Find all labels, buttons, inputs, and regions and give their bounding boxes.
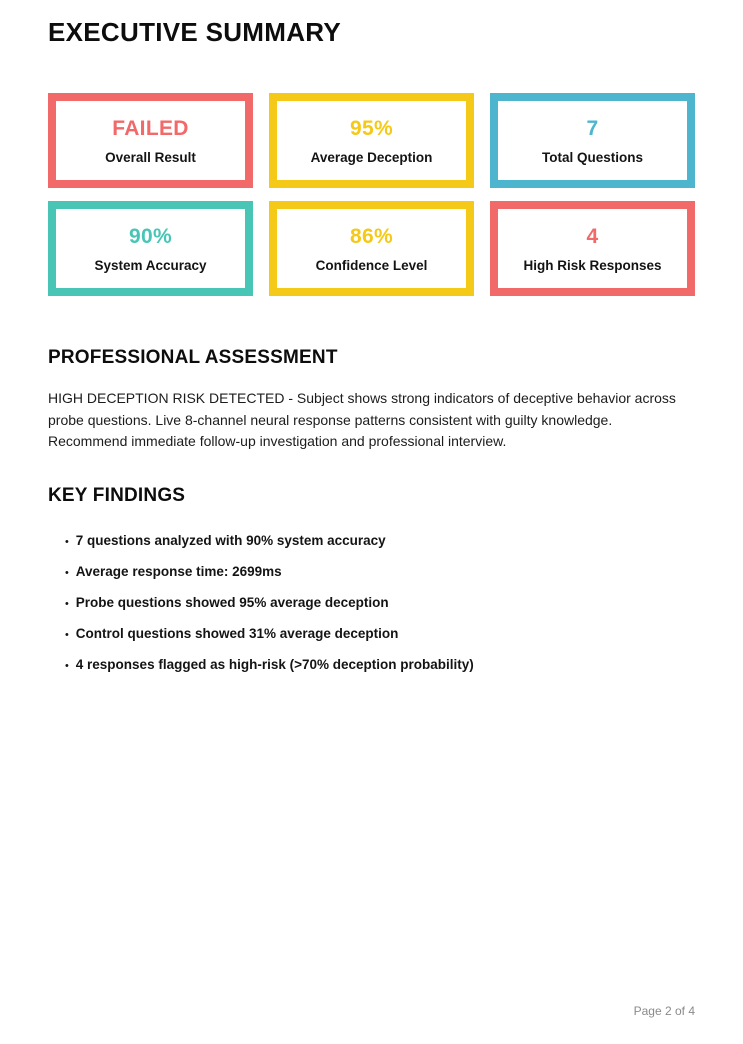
key-findings-heading: KEY FINDINGS [48, 484, 186, 506]
metric-card-average-deception [269, 93, 474, 188]
metric-value: 90% [129, 224, 172, 248]
metric-value: 7 [586, 116, 599, 140]
metric-card-total-questions [490, 93, 695, 188]
key-findings-section [48, 484, 695, 681]
finding-item [65, 588, 695, 619]
metric-label: Average Deception [310, 149, 433, 165]
finding-item [65, 526, 695, 557]
metric-value: 4 [586, 224, 599, 248]
professional-assessment-section [48, 346, 695, 453]
finding-text: Average response time: 2699ms [75, 563, 282, 579]
metrics-grid [48, 93, 695, 296]
finding-text: 4 responses flagged as high-risk (>70% deception probability) [75, 656, 474, 672]
metric-card-confidence-level [269, 201, 474, 296]
metric-card-system-accuracy [48, 201, 253, 296]
bullet-icon: • [65, 597, 69, 610]
metric-label: High Risk Responses [523, 257, 662, 273]
page-title: EXECUTIVE SUMMARY [48, 17, 342, 47]
metric-value: 95% [350, 116, 393, 140]
finding-text: Control questions showed 31% average deception [75, 625, 399, 641]
metric-label: Confidence Level [315, 257, 428, 273]
bullet-icon: • [65, 535, 69, 548]
metric-value: 86% [350, 224, 393, 248]
metric-card-overall-result [48, 93, 253, 188]
finding-item [65, 619, 695, 650]
finding-item [65, 650, 695, 681]
page-number: Page 2 of 4 [633, 1004, 695, 1018]
metric-value: FAILED [112, 116, 189, 140]
key-findings-list [48, 526, 695, 681]
professional-assessment-text: HIGH DECEPTION RISK DETECTED - Subject shows strong indicators of deceptive behavior across probe questions. Live 8-channel neural response patterns consistent with guilty knowledge. Recommend immediate follow-up investigation and professional interview. [48, 390, 676, 449]
metric-card-high-risk-responses [490, 201, 695, 296]
finding-text: 7 questions analyzed with 90% system accuracy [75, 532, 386, 548]
bullet-icon: • [65, 566, 69, 579]
finding-text: Probe questions showed 95% average deception [75, 594, 389, 610]
metric-label: System Accuracy [94, 257, 207, 273]
professional-assessment-heading: PROFESSIONAL ASSESSMENT [48, 347, 338, 368]
metric-label: Total Questions [541, 149, 643, 165]
bullet-icon: • [65, 659, 69, 672]
bullet-icon: • [65, 628, 69, 641]
metric-label: Overall Result [105, 149, 196, 165]
finding-item [65, 557, 695, 588]
